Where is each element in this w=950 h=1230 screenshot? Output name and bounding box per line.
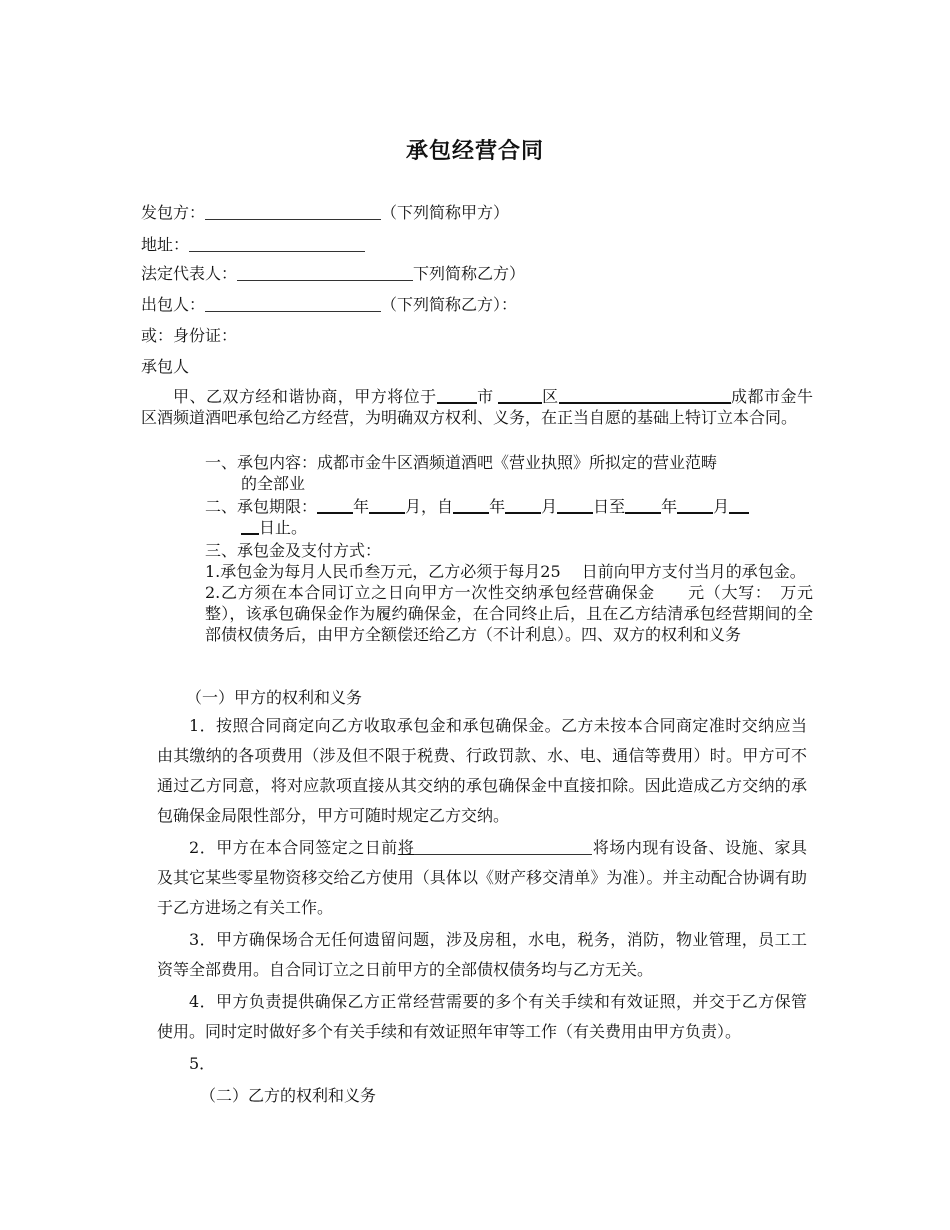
intro-part1: 甲、乙双方经和谐协商，甲方将位于 — [173, 387, 437, 406]
start-day-blank[interactable] — [557, 496, 593, 514]
fabao-suffix: （下列简称甲方） — [381, 203, 510, 222]
clause-2-ri: 日至 — [593, 497, 626, 516]
clause-2-yue: 月 — [405, 497, 422, 516]
legal-rep-label: 法定代表人： — [141, 264, 238, 283]
fabao-line — [141, 203, 509, 223]
end-day-blank-b[interactable] — [241, 517, 259, 535]
address-label: 地址： — [141, 235, 190, 254]
legal-rep-line — [141, 264, 525, 284]
address-line — [141, 235, 365, 255]
section-a-p2-a: 2．甲方在本合同签定之日前 — [189, 838, 398, 857]
address-detail-blank[interactable] — [559, 386, 731, 404]
id-line: 或：身份证： — [141, 326, 238, 345]
clause-2-nian: 年 — [353, 497, 370, 516]
clause-1-line1: 一、承包内容：成都市金牛区酒频道酒吧《营业执照》所拟定的营业范畴 — [205, 453, 718, 472]
clause-2-end: 日止。 — [259, 518, 308, 537]
handover-date-blank[interactable] — [414, 838, 592, 855]
district-blank[interactable] — [498, 386, 542, 404]
term-year-blank[interactable] — [317, 496, 353, 514]
section-a-p2-b: 将场内现有设备、设施、家具及其它某些零星物资移交给乙方使用（具体以《财产移交清单》为准）。并主动配合协调有助于乙方进场之有关工作。 — [157, 838, 807, 917]
section-a-p2-jiang: 将 — [397, 838, 415, 857]
start-year-blank[interactable] — [453, 496, 489, 514]
clause-3-item2: 2.乙方须在本合同订立之日向甲方一次性交纳承包经营确保金 元（大写： 万元整），该承包确保金作为履约确保金，在合同终止后，且在乙方结清承包经营期间的全部债权债务后，由甲方全额偿还给乙方（不计利息）。四、双方的权利和义务 — [205, 583, 813, 644]
end-month-blank[interactable] — [677, 496, 713, 514]
clause-3-head: 三、承包金及支付方式： — [205, 541, 382, 560]
city-blank[interactable] — [437, 386, 477, 404]
section-a-p5: 5． — [189, 1054, 216, 1073]
legal-rep-blank[interactable] — [237, 264, 413, 281]
chengbao-line: 承包人 — [141, 357, 190, 376]
fabao-label: 发包方： — [141, 203, 206, 222]
intro-paragraph — [141, 386, 813, 428]
chubao-line — [141, 295, 517, 315]
clause-2-nian-2: 年 — [489, 497, 506, 516]
clause-3-item1: 1.承包金为每月人民币叁万元，乙方必须于每月25 日前向甲方支付当月的承包金。 — [205, 562, 806, 581]
chubao-blank[interactable] — [205, 295, 381, 312]
chubao-label: 出包人： — [141, 295, 206, 314]
address-blank[interactable] — [189, 235, 365, 252]
start-month-blank[interactable] — [505, 496, 541, 514]
section-b-heading: （二）乙方的权利和义务 — [200, 1086, 377, 1105]
section-a-p1: 1．按照合同商定向乙方收取承包金和承包确保金。乙方未按本合同商定准时交纳应当由其缴纳的各项费用（涉及但不限于税费、行政罚款、水、电、通信等费用）时。甲方可不通过乙方同意，将对应款项直接从其交纳的承包确保金中直接扣除。因此造成乙方交纳的承包确保金局限性部分，甲方可随时规定乙方交纳。 — [157, 716, 807, 825]
clause-1 — [205, 452, 815, 494]
section-a-body — [157, 711, 807, 1079]
clause-2-prefix: 二、承包期限： — [205, 497, 318, 516]
clause-1-line2: 的全部业 — [241, 474, 306, 493]
clause-2 — [205, 496, 815, 538]
intro-part2: 成都市金牛区酒频道酒吧承包给乙方经营，为明确双方权利、义务，在正当自愿的基础上特订立本合同。 — [141, 387, 813, 427]
document-title: 承包经营合同 — [405, 139, 544, 164]
fabao-blank[interactable] — [205, 203, 381, 220]
intro-qu: 区 — [541, 387, 559, 406]
clause-3 — [205, 540, 813, 645]
section-a-heading: （一）甲方的权利和义务 — [186, 688, 363, 707]
end-day-blank-a[interactable] — [729, 496, 749, 514]
term-month-blank[interactable] — [369, 496, 405, 514]
chubao-suffix: （下列简称乙方）： — [381, 295, 518, 314]
intro-shi: 市 — [476, 387, 494, 406]
clause-2-zi: ，自 — [421, 497, 454, 516]
clause-2-yue-2: 月 — [541, 497, 558, 516]
clause-2-nian-3: 年 — [661, 497, 678, 516]
clause-2-yue-3: 月 — [713, 497, 730, 516]
section-a-p3: 3．甲方确保场合无任何遗留问题，涉及房租，水电，税务，消防，物业管理，员工工资等全部费用。自合同订立之日前甲方的全部债权债务均与乙方无关。 — [157, 930, 807, 979]
section-a-p4: 4．甲方负责提供确保乙方正常经营需要的多个有关手续和有效证照，并交于乙方保管使用。同时定时做好多个有关手续和有效证照年审等工作（有关费用由甲方负责）。 — [157, 992, 807, 1041]
legal-rep-suffix: 下列简称乙方） — [413, 264, 526, 283]
end-year-blank[interactable] — [625, 496, 661, 514]
